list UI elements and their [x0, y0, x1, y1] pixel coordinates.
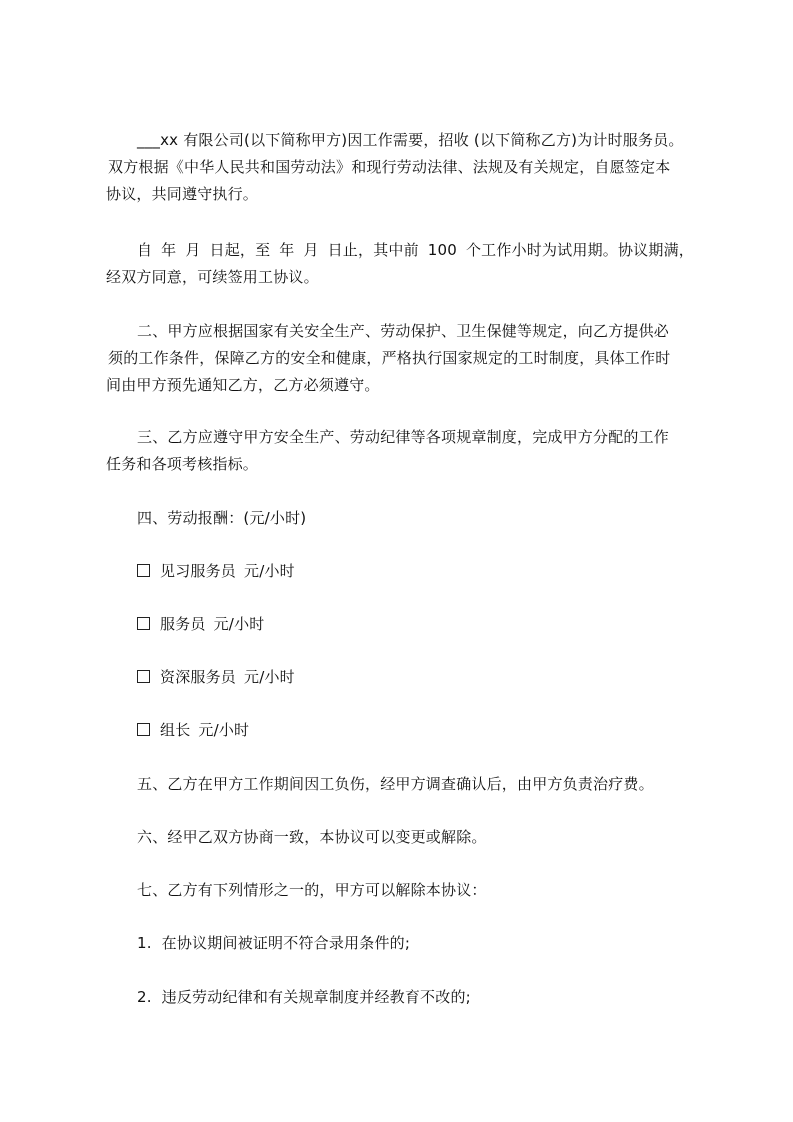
clause-6: 六、经甲乙双方协商一致，本协议可以变更或解除。 [137, 828, 487, 846]
checkbox-icon[interactable] [137, 670, 150, 683]
list-item-text: 违反劳动纪律和有关规章制度并经教育不改的; [161, 988, 471, 1006]
paragraph-3-line-3: 间由甲方预先通知乙方，乙方必须遵守。 [106, 376, 380, 394]
option-label: 资深服务员 [160, 668, 237, 686]
paragraph-1-line-1: ___xx 有限公司(以下简称甲方)因工作需要，招收 (以下简称乙方)为计时服务员。 [137, 131, 684, 149]
list-item-number: 2. [137, 988, 152, 1006]
clause-5: 五、乙方在甲方工作期间因工负伤，经甲方调查确认后，由甲方负责治疗费。 [137, 775, 654, 793]
option-unit: 元/小时 [213, 615, 265, 633]
paragraph-2-line-1: 自 年 月 日起，至 年 月 日止，其中前 100 个工作小时为试用期。协议期满， [137, 241, 694, 259]
paragraph-3-line-1: 二、甲方应根据国家有关安全生产、劳动保护、卫生保健等规定，向乙方提供必 [137, 322, 670, 340]
paragraph-1-line-3: 协议，共同遵守执行。 [106, 185, 259, 203]
checkbox-icon[interactable] [137, 564, 150, 577]
list-item-number: 1. [137, 934, 152, 952]
option-team-leader[interactable] [137, 720, 249, 740]
option-unit: 元/小时 [198, 721, 250, 739]
checkbox-icon[interactable] [137, 723, 150, 736]
option-label: 见习服务员 [160, 562, 237, 580]
paragraph-4-line-1: 三、乙方应遵守甲方安全生产、劳动纪律等各项规章制度，完成甲方分配的工作 [137, 428, 670, 446]
option-waiter[interactable] [137, 614, 264, 634]
list-item [137, 987, 471, 1007]
option-label: 组长 [160, 721, 191, 739]
paragraph-2-line-2: 经双方同意，可续签用工协议。 [106, 268, 319, 286]
checkbox-icon[interactable] [137, 617, 150, 630]
paragraph-1-line-2: 双方根据《中华人民共和国劳动法》和现行劳动法律、法规及有关规定，自愿签定本 [108, 158, 671, 176]
option-unit: 元/小时 [244, 562, 295, 580]
paragraph-4-line-2: 任务和各项考核指标。 [106, 455, 259, 473]
clause-7: 七、乙方有下列情形之一的，甲方可以解除本协议： [137, 881, 487, 899]
option-trainee[interactable] [137, 561, 295, 581]
remuneration-heading: 四、劳动报酬：(元/小时) [137, 509, 307, 527]
option-label: 服务员 [160, 615, 206, 633]
list-item-text: 在协议期间被证明不符合录用条件的; [161, 934, 411, 952]
option-unit: 元/小时 [244, 668, 295, 686]
paragraph-3-line-2: 须的工作条件，保障乙方的安全和健康，严格执行国家规定的工时制度，具体工作时 [108, 349, 671, 367]
option-senior[interactable] [137, 667, 295, 687]
list-item [137, 933, 410, 953]
